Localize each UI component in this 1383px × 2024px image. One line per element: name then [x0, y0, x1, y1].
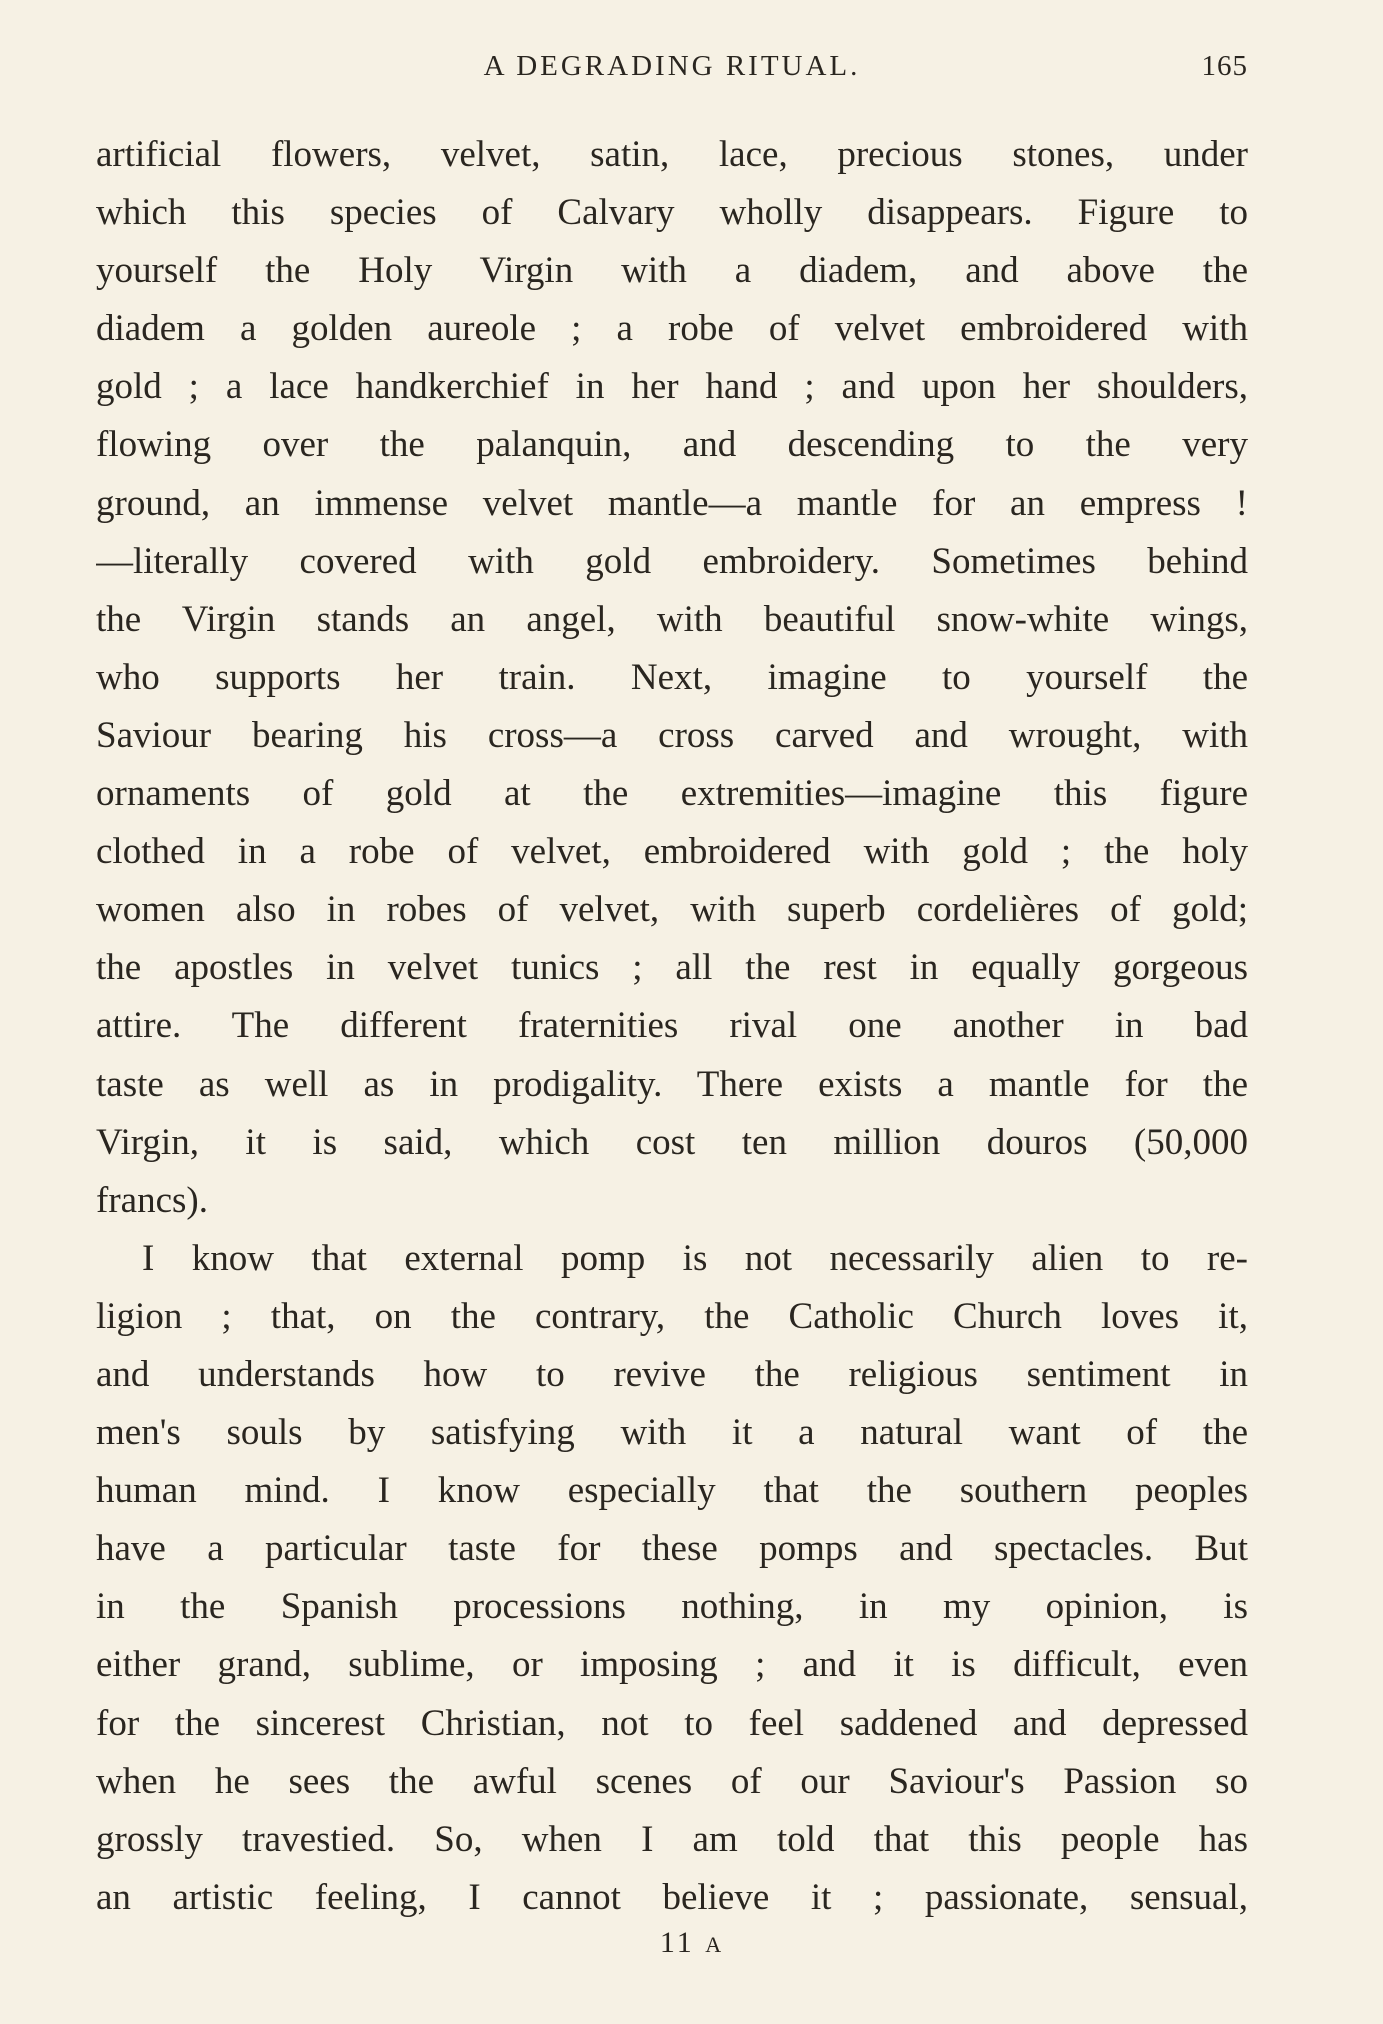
signature-letter: A — [705, 1932, 724, 1957]
text-line: either grand, sublime, or imposing ; and it is difficult, even — [96, 1644, 1248, 1686]
text-line: —literally covered with gold embroidery. Sometimes behind — [96, 540, 1248, 582]
text-line: clothed in a robe of velvet, embroidered with gold ; the holy — [96, 831, 1248, 873]
text-line: in the Spanish processions nothing, in my opinion, is — [96, 1586, 1248, 1628]
text-line: ground, an immense velvet mantle—a mantle for an empress ! — [96, 482, 1248, 524]
text-line: francs). — [96, 1179, 208, 1221]
running-title: A DEGRADING RITUAL. — [483, 50, 861, 82]
text-line: Saviour bearing his cross—a cross carved and wrought, with — [96, 714, 1248, 756]
body-text — [96, 126, 1248, 1927]
text-line: gold ; a lace handkerchief in her hand ; and upon her shoulders, — [96, 366, 1248, 408]
text-line: an artistic feeling, I cannot believe it ; passionate, sensual, — [96, 1876, 1248, 1918]
text-line: for the sincerest Christian, not to feel saddened and depressed — [96, 1702, 1248, 1744]
text-line: Virgin, it is said, which cost ten million douros (50,000 — [96, 1121, 1248, 1163]
signature-mark — [0, 1926, 1383, 1960]
text-line: women also in robes of velvet, with superb cordelières of gold; — [96, 889, 1248, 931]
text-line: men's souls by satisfying with it a natural want of the — [96, 1412, 1248, 1454]
text-line: attire. The different fraternities rival one another in bad — [96, 1005, 1248, 1047]
text-line: when he sees the awful scenes of our Saviour's Passion so — [96, 1760, 1248, 1802]
page-number: 165 — [1201, 50, 1248, 82]
text-line: the apostles in velvet tunics ; all the rest in equally gorgeous — [96, 947, 1248, 989]
text-line: who supports her train. Next, imagine to yourself the — [96, 656, 1248, 698]
text-line: yourself the Holy Virgin with a diadem, and above the — [96, 250, 1248, 292]
text-line: which this species of Calvary wholly disappears. Figure to — [96, 192, 1248, 234]
text-line: grossly travestied. So, when I am told that this people has — [96, 1818, 1248, 1860]
text-line: ligion ; that, on the contrary, the Catholic Church loves it, — [96, 1295, 1248, 1337]
text-line: flowing over the palanquin, and descending to the very — [96, 424, 1248, 466]
text-line: artificial flowers, velvet, satin, lace, precious stones, under — [96, 134, 1248, 175]
text-line: the Virgin stands an angel, with beautiful snow-white wings, — [96, 598, 1248, 640]
text-line: I know that external pomp is not necessarily alien to re- — [142, 1237, 1248, 1279]
signature-number: 11 — [659, 1926, 695, 1959]
text-line: and understands how to revive the religious sentiment in — [96, 1353, 1248, 1395]
text-line: have a particular taste for these pomps and spectacles. But — [96, 1528, 1248, 1570]
text-line: ornaments of gold at the extremities—imagine this figure — [96, 773, 1248, 815]
text-line: human mind. I know especially that the southern peoples — [96, 1470, 1248, 1512]
text-line: diadem a golden aureole ; a robe of velvet embroidered with — [96, 308, 1248, 350]
text-line: taste as well as in prodigality. There exists a mantle for the — [96, 1063, 1248, 1105]
running-head — [96, 50, 1248, 90]
